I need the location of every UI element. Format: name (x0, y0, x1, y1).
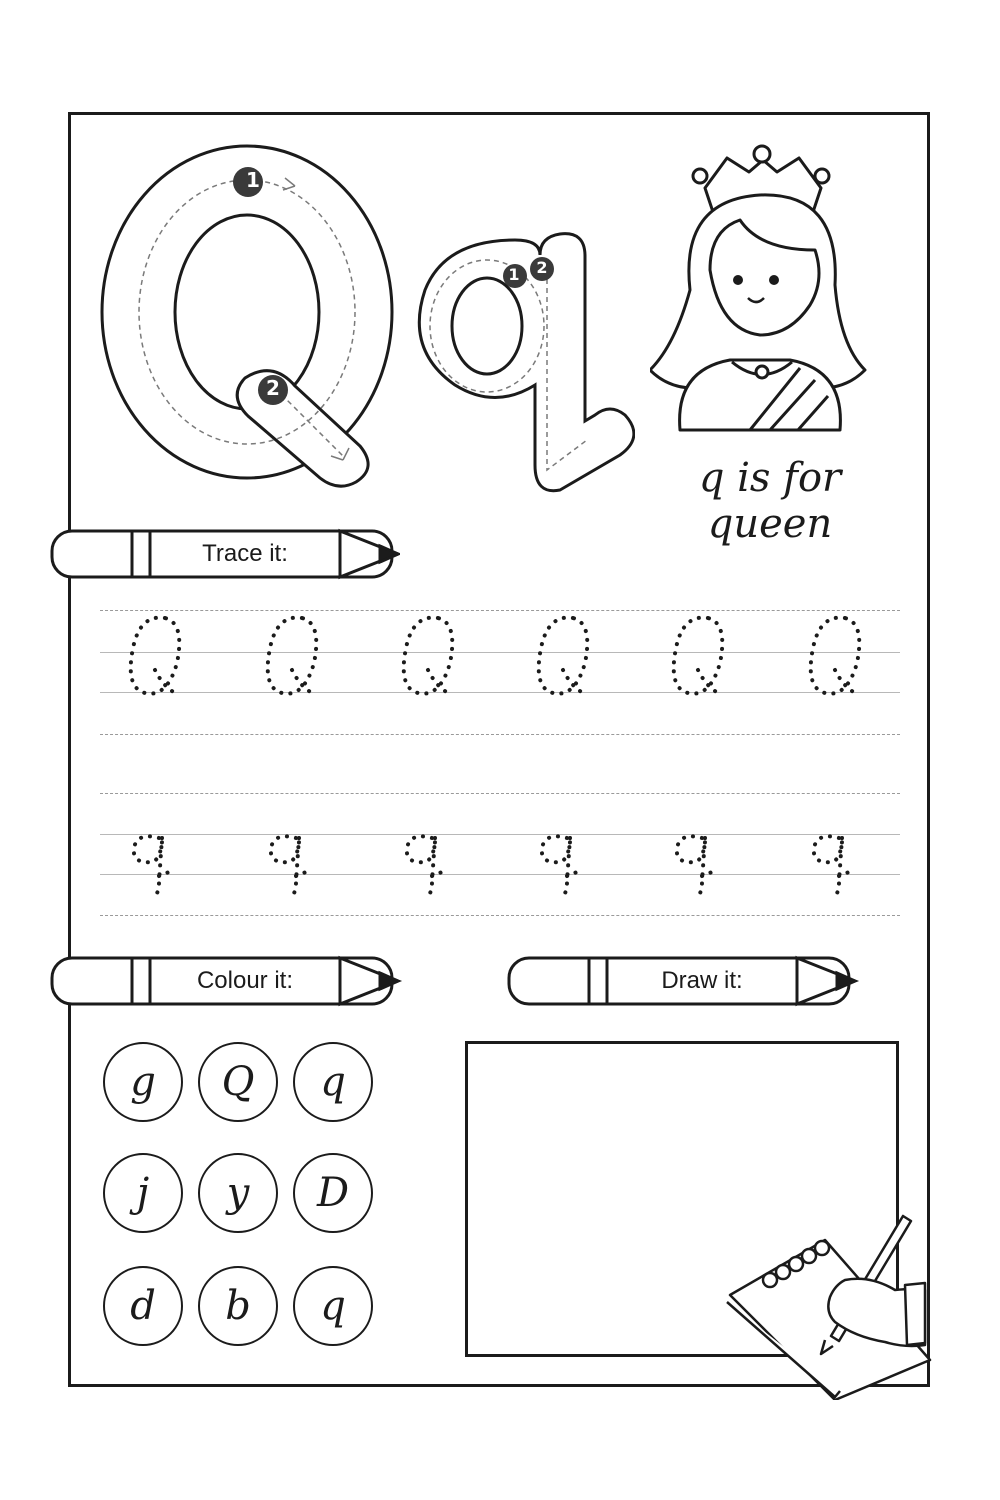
colour-bubble[interactable]: y (198, 1153, 278, 1233)
colour-bubble[interactable]: Q (198, 1042, 278, 1122)
colour-bubble[interactable]: q (293, 1266, 373, 1346)
colour-bubble[interactable]: g (103, 1042, 183, 1122)
trace-glyph-Q (805, 610, 865, 700)
guide-line (100, 874, 900, 875)
trace-row-uppercase (100, 608, 900, 698)
trace-glyph-q (125, 830, 185, 920)
trace-glyph-q (262, 830, 322, 920)
colour-bubble[interactable]: D (293, 1153, 373, 1233)
colour-bubble[interactable]: b (198, 1266, 278, 1346)
trace-glyph-Q (533, 610, 593, 700)
trace-glyph-q (533, 830, 593, 920)
queen-icon (650, 140, 870, 435)
guide-line (100, 834, 900, 835)
trace-glyph-q (398, 830, 458, 920)
hand-writing-notebook-icon (725, 1210, 935, 1400)
trace-glyph-Q (262, 610, 322, 700)
trace-glyph-q (668, 830, 728, 920)
trace-glyph-Q (125, 610, 185, 700)
word-caption: q is for queen (698, 455, 842, 547)
draw-it-label: Draw it: (661, 967, 743, 994)
trace-glyph-Q (668, 610, 728, 700)
guide-line (100, 915, 900, 916)
guide-line (100, 610, 900, 611)
colour-bubble[interactable]: d (103, 1266, 183, 1346)
guide-line (100, 734, 900, 735)
stroke-number-1-small: 1 (508, 265, 520, 284)
trace-glyph-Q (398, 610, 458, 700)
guide-line (100, 793, 900, 794)
letter-outlines (95, 140, 635, 500)
colour-it-banner (50, 955, 402, 1007)
guide-line (100, 652, 900, 653)
trace-glyph-q (805, 830, 865, 920)
draw-it-banner (507, 955, 859, 1007)
stroke-number-2-small: 2 (536, 258, 548, 277)
stroke-number-1: 1 (246, 168, 260, 192)
trace-it-label: Trace it: (202, 540, 288, 567)
colour-bubble[interactable]: j (103, 1153, 183, 1233)
trace-row-lowercase (100, 792, 900, 922)
colour-bubble[interactable]: q (293, 1042, 373, 1122)
stroke-number-2: 2 (266, 376, 280, 400)
uppercase-q-outline (102, 146, 392, 486)
lowercase-q-outline (419, 234, 634, 491)
trace-it-banner (50, 528, 400, 580)
guide-line (100, 692, 900, 693)
colour-it-label: Colour it: (196, 967, 294, 994)
